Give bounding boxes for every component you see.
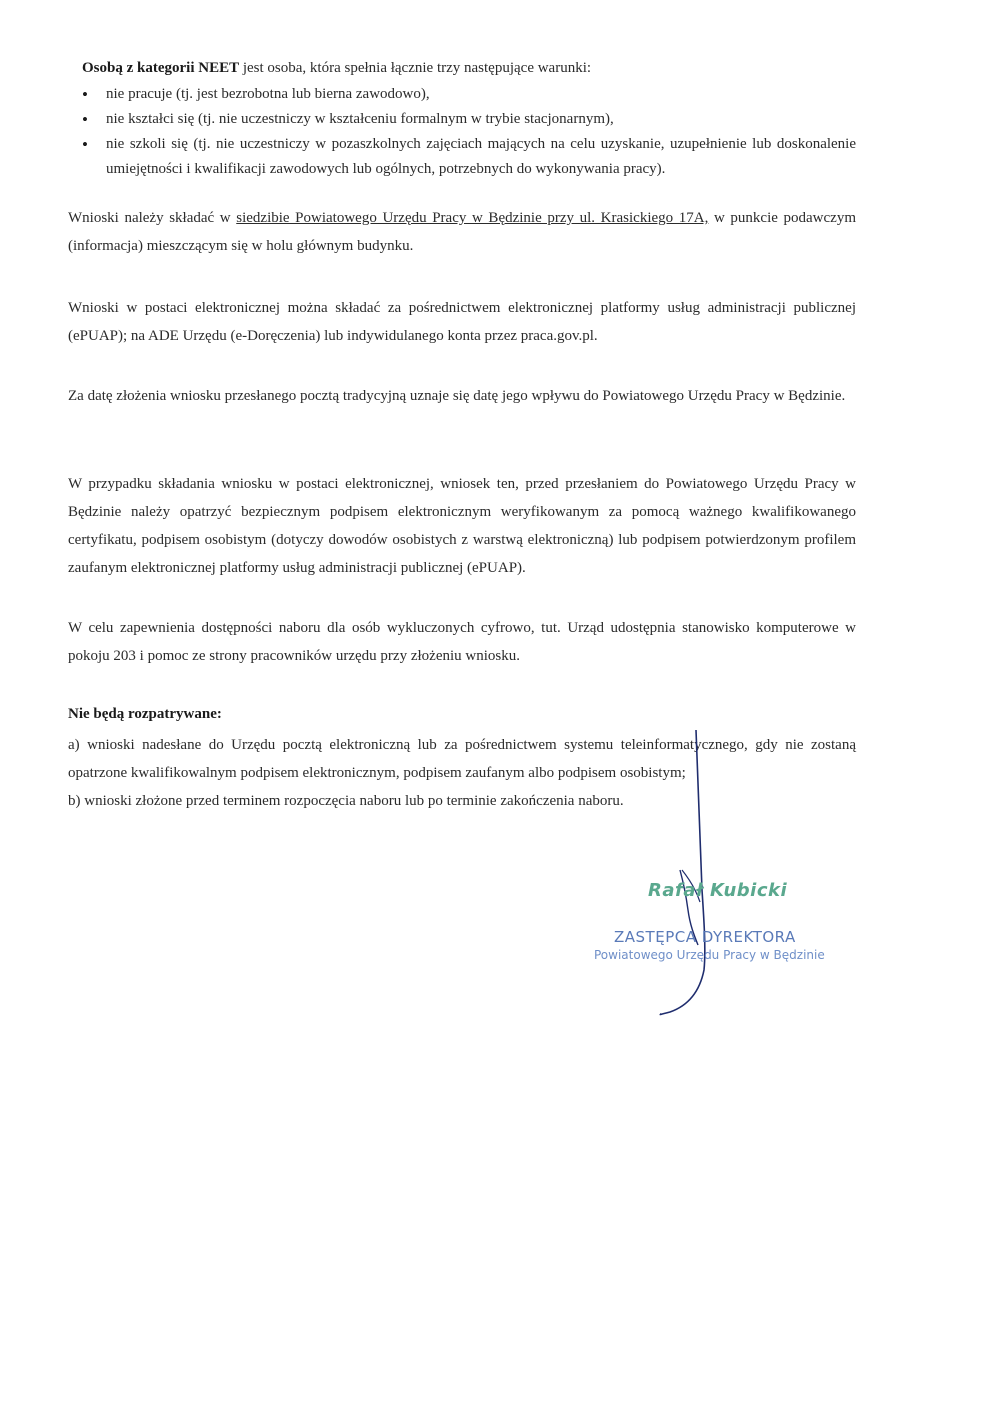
rejected-item: a) wnioski nadesłane do Urzędu pocztą elektroniczną lub za pośrednictwem systemu teleinformatycznego, gdy nie zostaną opatrzone kwalifikowalnym podpisem elektronicznym, podpisem zaufanym albo podpisem osobistym; [68, 737, 856, 781]
accessibility-paragraph: W celu zapewnienia dostępności naboru dla osób wykluczonych cyfrowo, tut. Urząd udostępnia stanowisko komputerowe w pokoju 203 i pomoc ze strony pracowników urzędu przy złożeniu wniosku. [68, 620, 856, 664]
neet-definition-bold: Osobą z kategorii NEET [82, 60, 240, 76]
neet-condition: • nie kształci się (tj. nie uczestniczy w kształceniu formalnym w trybie stacjonarnym), [82, 107, 856, 132]
submission-paragraph [68, 204, 856, 260]
neet-condition: • nie szkoli się (tj. nie uczestniczy w pozaszkolnych zajęciach mających na celu uzyskanie, uzupełnienie lub doskonalenie umiejętności i kwalifikacji zawodowych lub ogólnych, potrzebnych do wykonywania pracy). [82, 132, 856, 182]
signature-rules-paragraph: W przypadku składania wniosku w postaci elektronicznej, wniosek ten, przed przesłaniem do Powiatowego Urzędu Pracy w Będzinie należy opatrzyć bezpiecznym podpisem elektronicznym weryfikowanym za pomocą ważnego kwalifikowanego certyfikatu, podpisem osobistym (dotyczy dowodów osobistych z warstwą elektroniczną) lub podpisem potwierdzonym profilem zaufanym elektronicznej platformy usług administracji publicznej (ePUAP). [68, 476, 856, 576]
postal-paragraph: Za datę złożenia wniosku przesłanego pocztą tradycyjną uznaje się datę jego wpływu do Powiatowego Urzędu Pracy w Będzinie. [68, 388, 846, 404]
submission-lead: Wnioski należy składać w [68, 210, 237, 226]
signatory-name: Rafał Kubicki [648, 880, 788, 901]
rejected-item: b) wnioski złożone przed terminem rozpoczęcia naboru lub po terminie zakończenia naboru. [68, 793, 624, 809]
signatory-office: Powiatowego Urzędu Pracy w Będzinie [594, 948, 825, 962]
neet-definition-rest: jest osoba, która spełnia łącznie trzy następujące warunki: [239, 60, 592, 76]
submission-tail: w punkcie podawczym (informacja) mieszczącym się w holu głównym budynku. [68, 210, 856, 254]
electronic-paragraph: Wnioski w postaci elektronicznej można składać za pośrednictwem elektronicznej platformy usług administracji publicznej (ePUAP); na ADE Urzędu (e-Doręczenia) lub indywidulanego konta przez praca.gov.pl. [68, 300, 856, 344]
signatory-title: ZASTĘPCA DYREKTORA [614, 928, 796, 946]
submission-location: siedzibie Powiatowego Urzędu Pracy w Będzinie przy ul. Krasickiego 17A, [236, 210, 709, 226]
handwritten-signature [600, 720, 740, 1020]
neet-conditions-list [82, 82, 856, 182]
rejected-heading: Nie będą rozpatrywane: [68, 706, 222, 722]
neet-condition: • nie pracuje (tj. jest bezrobotna lub bierna zawodowo), [82, 82, 856, 107]
neet-definition [82, 54, 842, 82]
